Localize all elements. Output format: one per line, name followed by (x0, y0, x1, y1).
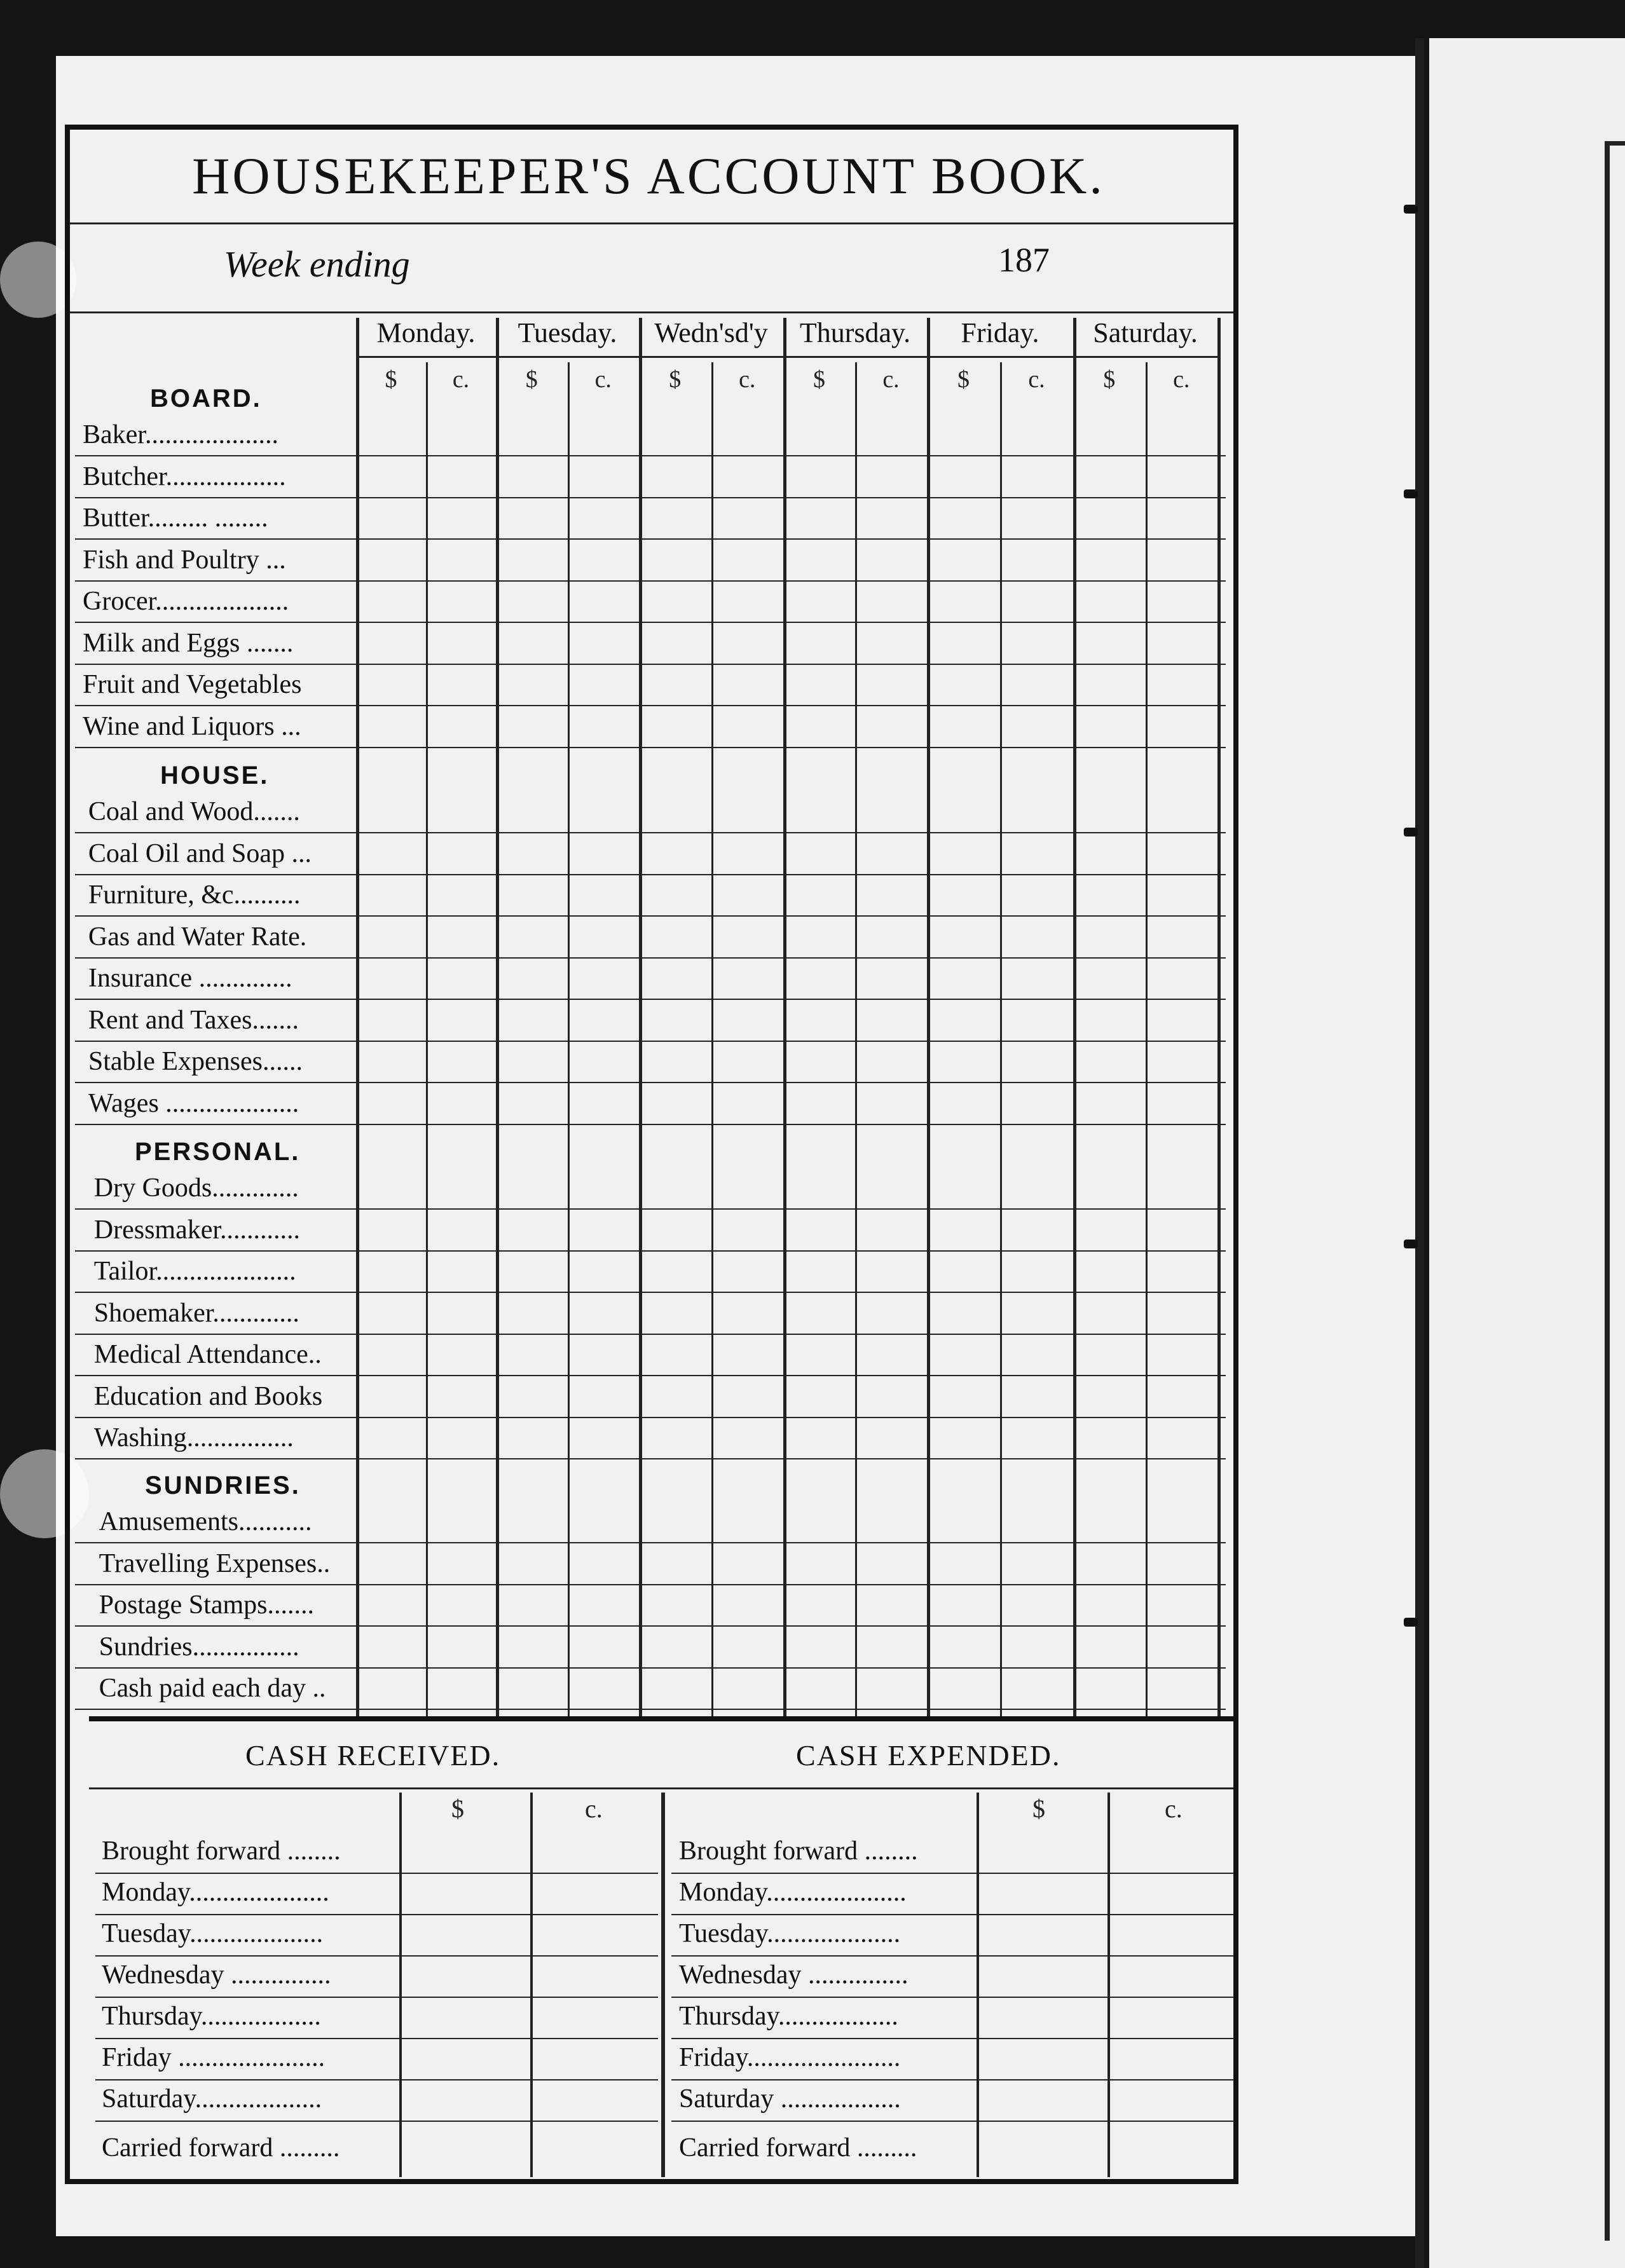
cash-row-rule (671, 1914, 1234, 1915)
cash-expended-dollar-label: $ (1032, 1794, 1045, 1823)
category-house-0: Coal and Wood....... (88, 797, 300, 826)
day-column-rule (496, 318, 499, 1716)
week-ending-label: Week ending (224, 243, 410, 285)
week-divider (70, 311, 1233, 313)
day-column-rule (1217, 318, 1221, 1716)
cash-center-rule (661, 1793, 665, 2177)
cash_expended-row-6: Saturday .................. (679, 2084, 901, 2114)
row-rule (75, 832, 1226, 833)
cash-heading-divider (89, 1787, 1233, 1789)
day-header-2: Wedn'sd'y (654, 317, 768, 348)
day-column-rule (927, 318, 930, 1716)
dollar-label: $ (669, 366, 682, 393)
category-board-3: Fish and Poultry ... (83, 545, 286, 575)
cash_expended-row-5: Friday....................... (679, 2043, 901, 2072)
cents-label: c. (882, 366, 900, 393)
category-house-5: Rent and Taxes....... (88, 1005, 299, 1035)
cash_received-row-0: Brought forward ........ (102, 1836, 341, 1866)
row-rule (75, 1334, 1226, 1335)
category-board-1: Butcher.................. (83, 461, 286, 491)
row-rule (75, 915, 1226, 917)
cash_received-row-6: Saturday................... (102, 2084, 322, 2114)
page-title: HOUSEKEEPER'S ACCOUNT BOOK. (192, 147, 1105, 205)
category-sundries-1: Travelling Expenses.. (99, 1548, 331, 1578)
dollar-label: $ (813, 366, 825, 393)
cash_expended-row-0: Brought forward ........ (679, 1836, 918, 1866)
cash_expended-row-7: Carried forward ......... (679, 2133, 917, 2162)
binding-mark (1404, 489, 1418, 498)
category-board-6: Fruit and Vegetables (83, 670, 302, 699)
category-personal-1: Dressmaker............ (93, 1215, 301, 1245)
header-divider (356, 356, 1221, 358)
section-heading-house: HOUSE. (160, 762, 270, 789)
row-rule (75, 538, 1226, 540)
binding-mark (1404, 828, 1418, 837)
section-heading-personal: PERSONAL. (135, 1138, 301, 1166)
cash-row-rule (95, 2121, 658, 2122)
row-rule (75, 1124, 1226, 1125)
category-sundries-4: Cash paid each day .. (99, 1674, 326, 1703)
category-sundries-2: Postage Stamps....... (99, 1590, 314, 1620)
row-rule (75, 874, 1226, 875)
cash-row-rule (95, 2079, 658, 2080)
cash-row-rule (671, 1873, 1234, 1874)
section-heading-board: BOARD. (150, 385, 262, 413)
cents-label: c. (1173, 366, 1190, 393)
facing-page-border (1605, 143, 1610, 2241)
cash_received-row-4: Thursday.................. (102, 2002, 321, 2031)
binding-mark (1404, 1240, 1418, 1248)
category-personal-3: Shoemaker............. (93, 1298, 299, 1328)
row-rule (75, 1250, 1226, 1252)
row-rule (75, 957, 1226, 959)
cash-expended-mid-rule (1107, 1793, 1110, 2177)
day-column-rule (1073, 318, 1076, 1716)
category-personal-4: Medical Attendance.. (93, 1340, 322, 1369)
row-rule (75, 1292, 1226, 1293)
category-personal-2: Tailor..................... (93, 1257, 296, 1286)
day-header-4: Friday. (961, 317, 1039, 348)
cash-received-heading: CASH RECEIVED. (245, 1739, 501, 1772)
cash_expended-row-1: Monday..................... (679, 1878, 907, 1907)
cents-column-rule (568, 362, 570, 1716)
day-column-rule (639, 318, 642, 1716)
cash_received-row-1: Monday..................... (102, 1878, 329, 1907)
category-house-7: Wages .................... (88, 1088, 299, 1118)
cents-column-rule (426, 362, 428, 1716)
cash_received-row-7: Carried forward ......... (102, 2133, 340, 2162)
dollar-label: $ (957, 366, 970, 393)
cash-row-rule (671, 1955, 1234, 1957)
category-house-3: Gas and Water Rate. (88, 922, 307, 952)
cash-expended-heading: CASH EXPENDED. (796, 1739, 1061, 1772)
year-label: 187 (998, 241, 1050, 279)
cash-row-rule (95, 2038, 658, 2039)
cents-column-rule (1000, 362, 1002, 1716)
row-rule (75, 705, 1226, 706)
row-rule (75, 1709, 1226, 1710)
cash-expended-label-rule (977, 1793, 979, 2177)
cash-row-rule (671, 2079, 1234, 2080)
cash_received-row-2: Tuesday.................... (102, 1919, 324, 1948)
cash-expended-cents-label: c. (1165, 1794, 1183, 1823)
section-heading-sundries: SUNDRIES. (145, 1472, 301, 1499)
row-rule (75, 580, 1226, 582)
category-sundries-3: Sundries................ (99, 1632, 299, 1662)
cents-label: c. (1028, 366, 1045, 393)
row-rule (75, 497, 1226, 498)
category-board-5: Milk and Eggs ....... (83, 628, 294, 658)
title-divider (70, 222, 1233, 224)
category-house-1: Coal Oil and Soap ... (88, 838, 312, 868)
cash-received-label-rule (399, 1793, 402, 2177)
cents-label: c. (594, 366, 612, 393)
cash-row-rule (95, 1955, 658, 1957)
row-rule (75, 1082, 1226, 1083)
cash-received-dollar-label: $ (451, 1794, 464, 1823)
cash_received-row-3: Wednesday ............... (102, 1960, 331, 1990)
row-rule (75, 999, 1226, 1000)
category-personal-6: Washing................ (93, 1423, 294, 1452)
cash-received-cents-label: c. (585, 1794, 603, 1823)
cash-row-rule (95, 1997, 658, 1998)
cents-label: c. (452, 366, 470, 393)
row-rule (75, 455, 1226, 456)
row-rule (75, 1041, 1226, 1042)
day-column-rule (783, 318, 786, 1716)
category-house-4: Insurance .............. (88, 964, 292, 993)
row-rule (75, 1417, 1226, 1418)
category-house-6: Stable Expenses...... (88, 1047, 303, 1076)
cash-divider (89, 1716, 1233, 1721)
day-header-0: Monday. (376, 317, 476, 348)
category-personal-5: Education and Books (93, 1381, 323, 1411)
row-rule (75, 1625, 1226, 1627)
category-board-0: Baker.................... (83, 420, 278, 449)
category-board-2: Butter......... ........ (83, 503, 268, 533)
day-header-5: Saturday. (1093, 317, 1198, 348)
row-rule (75, 1208, 1226, 1210)
row-rule (75, 1458, 1226, 1459)
row-rule (75, 1667, 1226, 1669)
row-rule (75, 664, 1226, 665)
row-rule (75, 1375, 1226, 1376)
dollar-label: $ (385, 366, 397, 393)
cash-received-mid-rule (530, 1793, 533, 2177)
row-rule (75, 622, 1226, 623)
cents-label: c. (739, 366, 756, 393)
cash_expended-row-2: Tuesday.................... (679, 1919, 901, 1948)
row-rule (75, 1584, 1226, 1585)
cash-row-rule (671, 1997, 1234, 1998)
category-personal-0: Dry Goods............. (93, 1173, 299, 1203)
dollar-label: $ (525, 366, 538, 393)
cash-row-rule (671, 2121, 1234, 2122)
cash-row-rule (671, 2038, 1234, 2039)
cents-column-rule (711, 362, 713, 1716)
day-header-1: Tuesday. (518, 317, 617, 348)
dollar-label: $ (1103, 366, 1116, 393)
row-rule (75, 1542, 1226, 1543)
cents-column-rule (855, 362, 857, 1716)
category-board-7: Wine and Liquors ... (83, 711, 301, 741)
cash_expended-row-3: Wednesday ............... (679, 1960, 908, 1990)
category-board-4: Grocer.................... (83, 587, 289, 616)
cents-column-rule (1146, 362, 1148, 1716)
category-house-2: Furniture, &c.......... (88, 880, 301, 910)
category-sundries-0: Amusements........... (99, 1507, 312, 1536)
cash-row-rule (95, 1914, 658, 1915)
row-rule (75, 747, 1226, 748)
day-header-3: Thursday. (799, 317, 911, 348)
cash_received-row-5: Friday ...................... (102, 2043, 326, 2072)
facing-page (1429, 38, 1625, 2268)
cash-row-rule (95, 1873, 658, 1874)
binding-mark (1404, 205, 1418, 214)
binding-mark (1404, 1618, 1418, 1627)
cash_expended-row-4: Thursday.................. (679, 2002, 898, 2031)
book-spine (1415, 38, 1424, 2268)
